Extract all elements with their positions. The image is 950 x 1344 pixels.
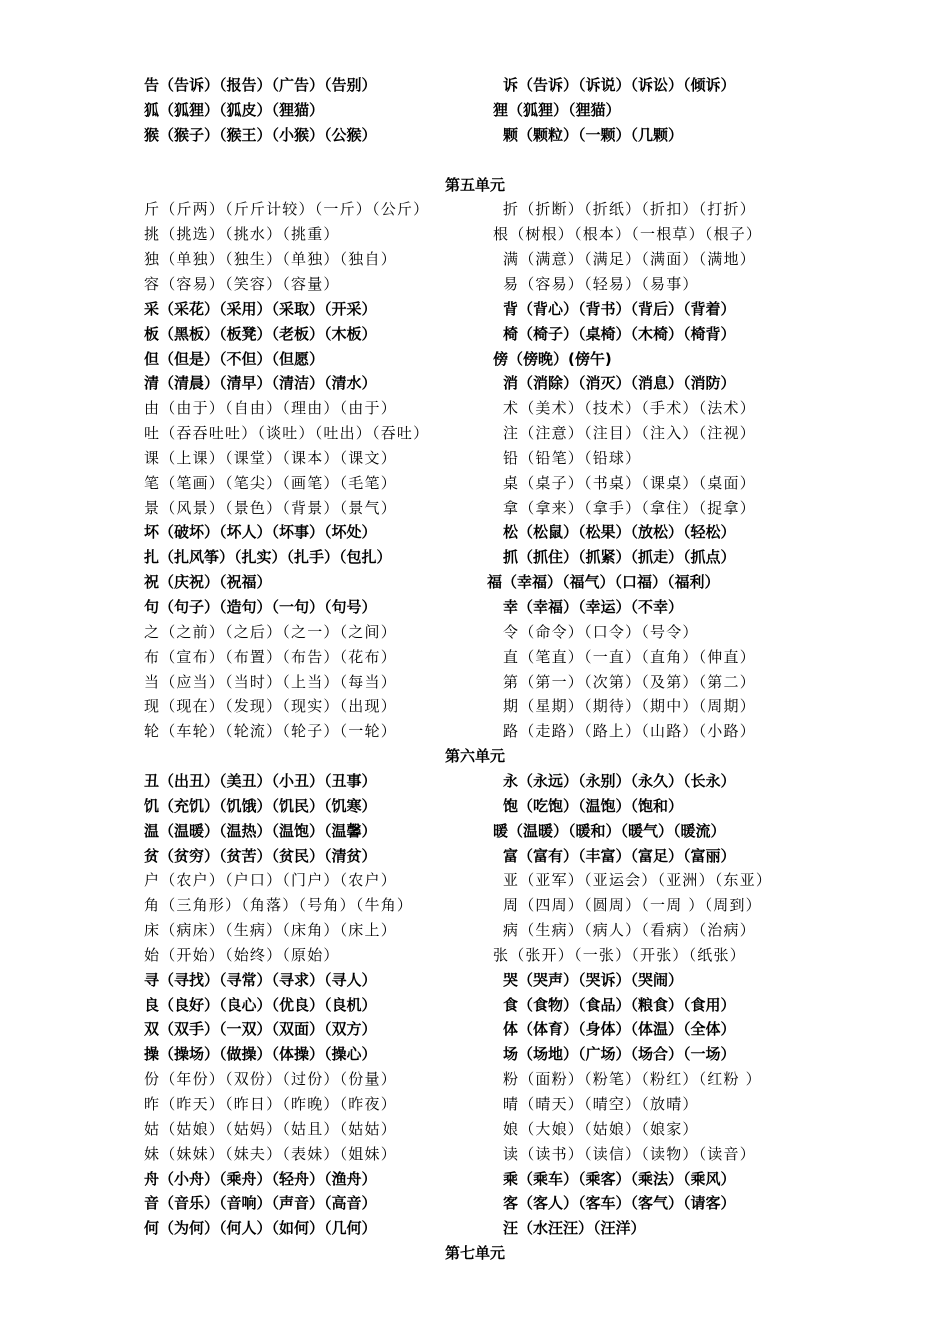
word-entry-left: 采（采花）（采用）（采取）（开采） <box>144 299 377 318</box>
word-entry-left: 始（开始）（始终）（原始） <box>144 945 340 964</box>
word-entry-left: 舟（小舟）（乘舟）（轻舟）（渔舟） <box>144 1169 377 1188</box>
word-entry-left: 斤（斤两）（斤斤计较）（一斤）（公斤） <box>144 200 430 219</box>
word-row <box>0 421 950 446</box>
word-row <box>0 222 950 247</box>
word-row <box>0 844 950 869</box>
word-entry-left: 猴（猴子）（猴王）（小猴）（公猴） <box>144 125 377 144</box>
word-entry-left: 现（现在）（发现）（现实）（出现） <box>144 697 397 716</box>
word-row <box>0 1117 950 1142</box>
word-entry-left: 清（清晨）（清早）（清洁）（清水） <box>144 374 377 393</box>
word-entry-right: 松（松鼠）（松果）（放松）（轻松） <box>503 523 736 542</box>
word-row <box>0 123 950 148</box>
word-row <box>0 98 950 123</box>
word-entry-right: 场（场地）（广场）（场合）（一场） <box>503 1045 736 1064</box>
word-entry-right: 诉（告诉）（诉说）（诉讼）（倾诉） <box>503 76 736 94</box>
word-row <box>0 719 950 744</box>
word-entry-right: 傍（傍晚）(傍午) <box>493 349 612 368</box>
word-row <box>0 1067 950 1092</box>
word-row <box>0 322 950 347</box>
word-entry-left: 床（病床）（生病）（床角）（床上） <box>144 921 397 940</box>
word-row <box>0 595 950 620</box>
word-row <box>0 694 950 719</box>
word-entry-left: 轮（车轮）（轮流）（轮子）（一轮） <box>144 722 397 741</box>
word-row <box>0 1142 950 1167</box>
word-entry-left: 角（三角形）（角落）（号角）（牛角） <box>144 896 414 915</box>
word-entry-left: 当（应当）（当时）（上当）（每当） <box>144 672 397 691</box>
word-row <box>0 73 950 98</box>
word-row <box>0 197 950 222</box>
word-entry-left: 份（年份）（双份）（过份）（份量） <box>144 1070 397 1089</box>
word-entry-left: 妹（妹妹）（妹夫）（表妹）（姐妹） <box>144 1144 397 1163</box>
word-entry-left: 挑（挑选）（挑水）（挑重） <box>144 225 340 244</box>
section-heading: 第六单元 <box>444 747 505 766</box>
word-entry-right: 术（美术）（技术）（手术）（法术） <box>503 399 756 418</box>
word-row <box>0 893 950 918</box>
word-row <box>0 371 950 396</box>
word-entry-right: 注（注意）（注目）（注入）（注视） <box>503 424 756 443</box>
word-entry-right: 福（幸福）（福气）（口福）（福利） <box>487 573 720 592</box>
word-entry-right: 根（树根）（根本）（一根草）（根子） <box>493 225 763 244</box>
word-entry-right: 晴（晴天）（晴空）（放晴） <box>503 1095 699 1113</box>
word-entry-left: 扎（扎风筝）（扎实）（扎手）（包扎） <box>144 548 392 567</box>
word-entry-right: 抓（抓住）（抓紧）（抓走）（抓点） <box>503 548 736 567</box>
word-row <box>0 446 950 471</box>
word-entry-right: 饱（吃饱）（温饱）（饱和） <box>503 796 684 815</box>
word-row <box>0 670 950 695</box>
word-entry-right: 桌（桌子）（书桌）（课桌）（桌面） <box>503 473 756 492</box>
word-entry-right: 哭（哭声）（哭诉）（哭闹） <box>503 970 684 989</box>
word-entry-right: 满（满意）（满足）（满面）（满地） <box>503 250 756 269</box>
word-entry-left: 句（句子）（造句）（一句）（句号） <box>144 598 377 616</box>
word-entry-left: 笔（笔画）（笔尖）（画笔）（毛笔） <box>144 473 397 492</box>
word-entry-right: 病（生病）（病人）（看病）（治病） <box>503 921 756 940</box>
word-entry-left: 双（双手）（一双）（双面）（双方） <box>144 1020 377 1039</box>
word-entry-right: 亚（亚军）（亚运会）（亚洲）（东亚） <box>503 871 773 890</box>
word-entry-left: 寻（寻找）（寻常）（寻求）（寻人） <box>144 970 377 989</box>
word-entry-right: 期（星期）（期待）（期中）（周期） <box>503 697 756 716</box>
word-entry-right: 周（四周）（圆周）（一周 ）（周到） <box>503 896 762 915</box>
word-entry-right: 椅（椅子）（桌椅）（木椅）（椅背） <box>503 324 736 343</box>
word-row <box>0 645 950 670</box>
word-entry-left: 丑（出丑）（美丑）（小丑）（丑事） <box>144 771 377 790</box>
word-entry-right: 狸（狐狸）（狸猫） <box>493 100 621 119</box>
word-entry-left: 祝（庆祝）（祝福） <box>144 573 272 592</box>
word-entry-right: 消（消除）（消灭）（消息）（消防） <box>503 374 736 393</box>
word-row <box>0 620 950 645</box>
word-entry-right: 张（张开）（一张）（开张）（纸张） <box>493 945 746 964</box>
word-entry-right: 汪（水汪汪）（汪洋） <box>503 1219 646 1238</box>
word-entry-right: 折（折断）（折纸）（折扣）（打折） <box>503 200 756 219</box>
word-entry-right: 暖（温暖）（暖和）（暖气）（暖流） <box>493 821 726 840</box>
word-entry-left: 板（黑板）（板凳）（老板）（木板） <box>144 324 377 343</box>
word-entry-right: 易（容易）（轻易）（易事） <box>503 274 699 293</box>
section-heading: 第七单元 <box>444 1244 505 1263</box>
word-entry-left: 景（风景）（景色）（背景）（景气） <box>144 498 397 517</box>
word-entry-right: 读（读书）（读信）（读物）（读音） <box>503 1144 756 1163</box>
word-row <box>0 545 950 570</box>
word-entry-left: 贫（贫穷）（贫苦）（贫民）（清贫） <box>144 846 377 865</box>
word-entry-right: 路（走路）（路上）（山路）（小路） <box>503 722 756 741</box>
word-entry-left: 独（单独）（独生）（单独）（独自） <box>144 250 397 269</box>
section-heading: 第五单元 <box>444 175 505 194</box>
word-entry-left: 音（音乐）（音响）（声音）（高音） <box>144 1194 377 1213</box>
word-row <box>0 471 950 496</box>
word-entry-left: 吐（吞吞吐吐）（谈吐）（吐出）（吞吐） <box>144 424 430 443</box>
word-row <box>0 993 950 1018</box>
word-row <box>0 1092 950 1117</box>
word-entry-left: 操（操场）（做操）（体操）（操心） <box>144 1045 377 1064</box>
word-entry-right: 食（食物）（食品）（粮食）（食用） <box>503 995 736 1014</box>
word-entry-right: 第（第一）（次第）（及第）（第二） <box>503 672 756 691</box>
word-entry-right: 令（命令）（口令）（号令） <box>503 622 699 641</box>
word-row <box>0 1191 950 1216</box>
word-row <box>0 347 950 372</box>
word-row <box>0 1042 950 1067</box>
word-entry-right: 幸（幸福）（幸运）（不幸） <box>503 598 684 616</box>
word-entry-left: 何（为何）（何人）（如何）（几何） <box>144 1219 377 1238</box>
word-entry-right: 永（永远）（永别）（永久）（长永） <box>503 771 736 790</box>
word-row <box>0 968 950 993</box>
word-row <box>0 943 950 968</box>
word-entry-left: 姑（姑娘）（姑妈）（姑且）（姑姑） <box>144 1119 397 1138</box>
word-entry-right: 客（客人）（客车）（客气）（请客） <box>503 1194 736 1213</box>
word-row <box>0 272 950 297</box>
word-entry-left: 温（温暖）（温热）（温饱）（温馨） <box>144 821 377 840</box>
word-row <box>0 496 950 521</box>
word-entry-right: 直（笔直）（一直）（直角）（伸直） <box>503 647 756 666</box>
word-row <box>0 297 950 322</box>
word-row <box>0 868 950 893</box>
word-entry-right: 粉（面粉）（粉笔）（粉红）（红粉 ） <box>503 1070 762 1089</box>
word-entry-left: 狐（狐狸）（狐皮）（狸猫） <box>144 100 325 119</box>
word-entry-right: 乘（乘车）（乘客）（乘法）（乘风） <box>503 1169 736 1188</box>
word-entry-left: 但（但是）（不但）（但愿） <box>144 349 325 368</box>
word-entry-left: 布（宣布）（布置）（布告）（花布） <box>144 647 397 666</box>
word-entry-left: 容（容易）（笑容）（容量） <box>144 274 340 293</box>
word-row <box>0 396 950 421</box>
word-entry-left: 由（由于）（自由）（理由）（由于） <box>144 399 397 418</box>
word-entry-left: 饥（充饥）（饥饿）（饥民）（饥寒） <box>144 796 377 815</box>
word-entry-left: 良（良好）（良心）（优良）（良机） <box>144 995 377 1014</box>
word-entry-left: 课（上课）（课堂）（课本）（课文） <box>144 448 397 467</box>
word-row <box>0 1167 950 1192</box>
word-row <box>0 1216 950 1241</box>
word-entry-left: 坏（破坏）（坏人）（坏事）（坏处） <box>144 523 377 542</box>
word-entry-right: 拿（拿来）（拿手）（拿住）（捉拿） <box>503 498 756 517</box>
word-row <box>0 1017 950 1042</box>
word-row <box>0 570 950 595</box>
word-entry-left: 昨（昨天）（昨日）（昨晚）（昨夜） <box>144 1095 397 1113</box>
word-entry-right: 背（背心）（背书）（背后）（背着） <box>503 299 736 318</box>
word-entry-left: 户（农户）（户口）（门户）（农户） <box>144 871 397 890</box>
word-row <box>0 247 950 272</box>
word-entry-left: 告（告诉）（报告）（广告）（告别） <box>144 76 377 94</box>
word-entry-right: 富（富有）（丰富）（富足）（富丽） <box>503 846 736 865</box>
word-row <box>0 819 950 844</box>
word-row <box>0 520 950 545</box>
word-entry-right: 娘（大娘）（姑娘）（娘家） <box>503 1119 699 1138</box>
word-entry-left: 之（之前）（之后）（之一）（之间） <box>144 622 397 641</box>
word-entry-right: 体（体育）（身体）（体温）（全体） <box>503 1020 736 1039</box>
word-entry-right: 铅（铅笔）（铅球） <box>503 448 642 467</box>
word-row <box>0 794 950 819</box>
word-row <box>0 918 950 943</box>
word-row <box>0 769 950 794</box>
word-entry-right: 颗（颗粒）（一颗）（几颗） <box>503 125 684 144</box>
